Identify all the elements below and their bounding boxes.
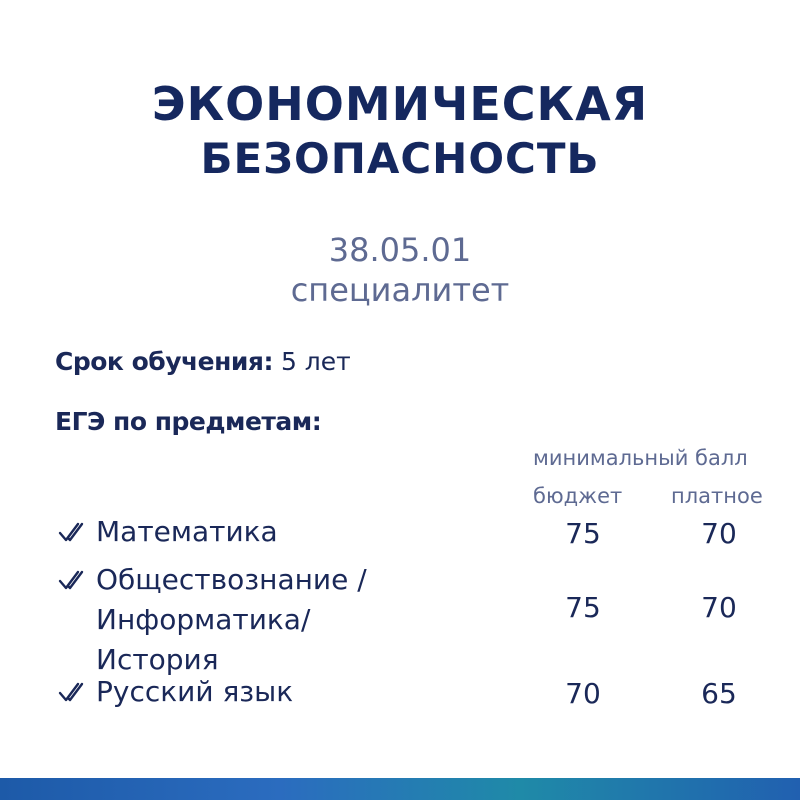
subject-name xyxy=(96,672,293,712)
bottom-decorative-bar xyxy=(0,778,800,800)
subject-name xyxy=(96,512,278,552)
budget-score: 70 xyxy=(565,677,601,710)
paid-header: платное xyxy=(671,484,763,508)
study-duration-label: Срок обучения: xyxy=(55,347,273,376)
budget-score: 75 xyxy=(565,591,601,624)
study-duration-value: 5 лет xyxy=(280,347,351,376)
subject-name-line: Обществознание / xyxy=(96,563,367,596)
page-title-line-1: ЭКОНОМИЧЕСКАЯ xyxy=(151,77,649,131)
subject-name-line: Информатика/ xyxy=(96,603,311,636)
subject-name-line: Русский язык xyxy=(96,675,294,708)
double-check-icon xyxy=(58,520,86,546)
budget-header: бюджет xyxy=(533,484,623,508)
subject-name-line: Математика xyxy=(96,515,278,548)
paid-score: 70 xyxy=(701,591,737,624)
min-score-header: минимальный балл xyxy=(533,446,748,470)
program-code: 38.05.01 xyxy=(328,231,472,269)
subject-name-line: История xyxy=(96,643,219,676)
subject-name xyxy=(96,560,367,680)
paid-score: 70 xyxy=(701,517,737,550)
subjects-heading: ЕГЭ по предметам: xyxy=(55,407,322,436)
budget-score: 75 xyxy=(565,517,601,550)
double-check-icon xyxy=(58,568,86,594)
program-level: специалитет xyxy=(290,271,510,309)
double-check-icon xyxy=(58,680,86,706)
study-duration xyxy=(55,344,351,380)
paid-score: 65 xyxy=(701,677,737,710)
page-title-line-2: БЕЗОПАСНОСТЬ xyxy=(200,134,600,183)
